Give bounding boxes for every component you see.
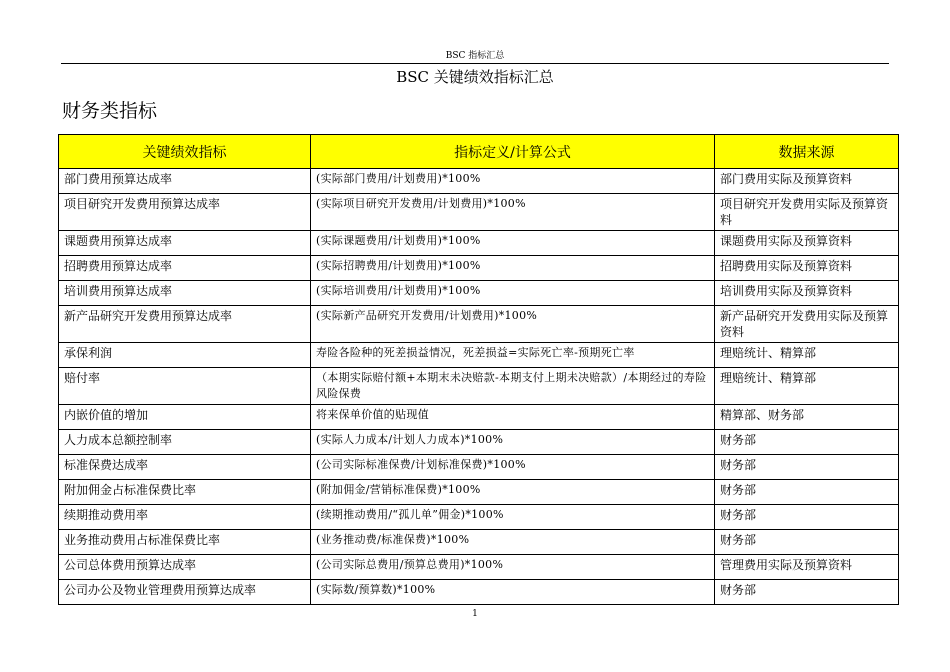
- kpi-cell: 项目研究开发费用预算达成率: [59, 194, 311, 231]
- source-cell: 财务部: [715, 505, 899, 530]
- kpi-cell: 人力成本总额控制率: [59, 430, 311, 455]
- formula-cell: (实际人力成本/计划人力成本)*100%: [311, 430, 715, 455]
- source-cell: 管理费用实际及预算资料: [715, 555, 899, 580]
- formula-cell: (公司实际标准保费/计划标准保费)*100%: [311, 455, 715, 480]
- kpi-table: [58, 134, 899, 605]
- table-row: [59, 430, 899, 455]
- source-cell: 财务部: [715, 455, 899, 480]
- column-header-kpi: 关键绩效指标: [59, 135, 311, 169]
- formula-cell: (实际项目研究开发费用/计划费用)*100%: [311, 194, 715, 231]
- formula-cell: 将来保单价值的贴现值: [311, 405, 715, 430]
- source-cell: 新产品研究开发费用实际及预算资料: [715, 306, 899, 343]
- table-row: [59, 455, 899, 480]
- kpi-cell: 课题费用预算达成率: [59, 231, 311, 256]
- formula-cell: (公司实际总费用/预算总费用)*100%: [311, 555, 715, 580]
- formula-cell: (实际数/预算数)*100%: [311, 580, 715, 605]
- formula-cell: (实际部门费用/计划费用)*100%: [311, 169, 715, 194]
- source-cell: 财务部: [715, 580, 899, 605]
- kpi-cell: 招聘费用预算达成率: [59, 256, 311, 281]
- page-number: 1: [472, 609, 478, 619]
- source-cell: 培训费用实际及预算资料: [715, 281, 899, 306]
- source-cell: 理赔统计、精算部: [715, 368, 899, 405]
- table-row: [59, 555, 899, 580]
- section-heading: 财务类指标: [62, 100, 158, 122]
- source-cell: 精算部、财务部: [715, 405, 899, 430]
- kpi-cell: 公司办公及物业管理费用预算达成率: [59, 580, 311, 605]
- table-row: [59, 281, 899, 306]
- source-cell: 部门费用实际及预算资料: [715, 169, 899, 194]
- formula-cell: (实际培训费用/计划费用)*100%: [311, 281, 715, 306]
- kpi-cell: 标准保费达成率: [59, 455, 311, 480]
- column-header-source: 数据来源: [715, 135, 899, 169]
- kpi-cell: 公司总体费用预算达成率: [59, 555, 311, 580]
- formula-cell: 寿险各险种的死差损益情况，死差损益=实际死亡率-预期死亡率: [311, 343, 715, 368]
- formula-cell: (业务推动费/标准保费)*100%: [311, 530, 715, 555]
- table-row: [59, 505, 899, 530]
- source-cell: 课题费用实际及预算资料: [715, 231, 899, 256]
- source-cell: 项目研究开发费用实际及预算资料: [715, 194, 899, 231]
- formula-cell: (附加佣金/营销标准保费)*100%: [311, 480, 715, 505]
- formula-cell: (续期推动费用/“孤儿单”佣金)*100%: [311, 505, 715, 530]
- table-row: [59, 530, 899, 555]
- kpi-cell: 附加佣金占标准保费比率: [59, 480, 311, 505]
- table-row: [59, 405, 899, 430]
- header-rule: [61, 63, 889, 64]
- running-header: BSC 指标汇总: [445, 51, 505, 61]
- kpi-cell: 内嵌价值的增加: [59, 405, 311, 430]
- table-row: [59, 256, 899, 281]
- source-cell: 理赔统计、精算部: [715, 343, 899, 368]
- kpi-cell: 承保利润: [59, 343, 311, 368]
- formula-cell: （本期实际赔付额+本期末未决赔款-本期支付上期未决赔款）/本期经过的寿险风险保费: [311, 368, 715, 405]
- kpi-cell: 赔付率: [59, 368, 311, 405]
- table-row: [59, 231, 899, 256]
- kpi-cell: 新产品研究开发费用预算达成率: [59, 306, 311, 343]
- kpi-cell: 续期推动费用率: [59, 505, 311, 530]
- kpi-cell: 业务推动费用占标准保费比率: [59, 530, 311, 555]
- table-row: [59, 480, 899, 505]
- table-row: [59, 580, 899, 605]
- source-cell: 招聘费用实际及预算资料: [715, 256, 899, 281]
- document-title: BSC 关键绩效指标汇总: [396, 68, 554, 86]
- table-row: [59, 169, 899, 194]
- table-row: [59, 306, 899, 343]
- source-cell: 财务部: [715, 530, 899, 555]
- kpi-cell: 部门费用预算达成率: [59, 169, 311, 194]
- kpi-cell: 培训费用预算达成率: [59, 281, 311, 306]
- source-cell: 财务部: [715, 430, 899, 455]
- table-row: [59, 194, 899, 231]
- formula-cell: (实际新产品研究开发费用/计划费用)*100%: [311, 306, 715, 343]
- table-row: [59, 343, 899, 368]
- table-row: [59, 368, 899, 405]
- formula-cell: (实际课题费用/计划费用)*100%: [311, 231, 715, 256]
- table-header-row: [59, 135, 899, 169]
- column-header-formula: 指标定义/计算公式: [311, 135, 715, 169]
- formula-cell: (实际招聘费用/计划费用)*100%: [311, 256, 715, 281]
- source-cell: 财务部: [715, 480, 899, 505]
